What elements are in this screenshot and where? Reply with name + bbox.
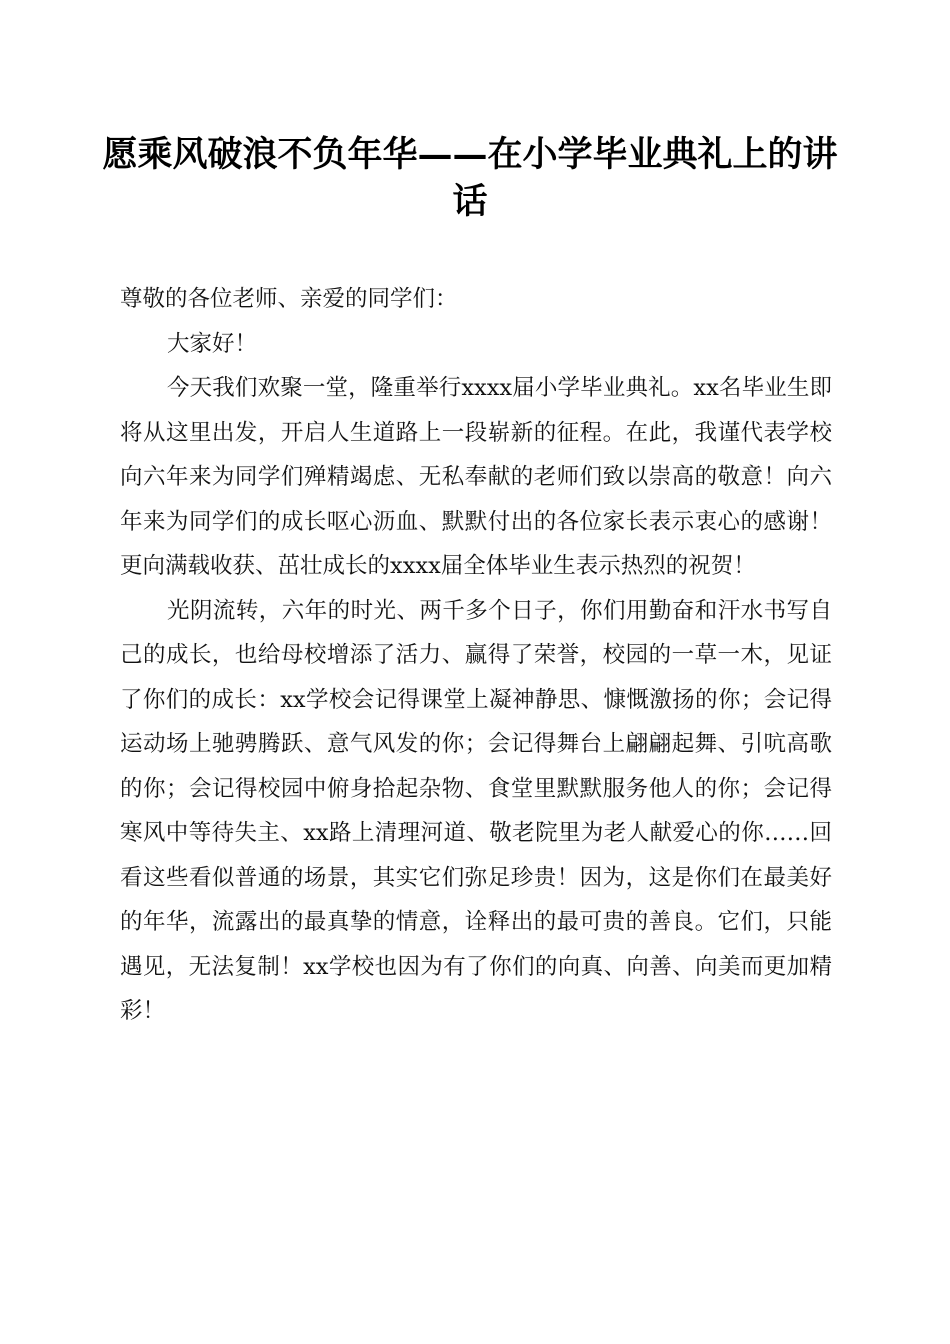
salutation: 尊敬的各位老师、亲爱的同学们：	[120, 286, 458, 312]
paragraph-2: 光阴流转，六年的时光、两千多个日子，你们用勤奋和汗水书写自己的成长，也给母校增添了活力、赢得了荣誉，校园的一草一木，见证了你们的成长：xx学校会记得课堂上凝神静思、慷慨激扬的你；会记得运动场上驰骋腾跃、意气风发的你；会记得舞台上翩翩起舞、引吭高歌的你；会记得校园中俯身拾起杂物、食堂里默默服务他人的你；会记得寒风中等待失主、xx路上清理河道、敬老院里为老人献爱心的你……回看这些看似普通的场景，其实它们弥足珍贵！因为，这是你们在最美好的年华，流露出的最真挚的情意，诠释出的最可贵的善良。它们，只能遇见，无法复制！xx学校也因为有了你们的向真、向善、向美而更加精彩！	[120, 597, 832, 1024]
paragraph-1: 今天我们欢聚一堂，隆重举行xxxx届小学毕业典礼。xx名毕业生即将从这里出发，开启人生道路上一段崭新的征程。在此，我谨代表学校向六年来为同学们殚精竭虑、无私奉献的老师们致以崇高的敬意！向六年来为同学们的成长呕心沥血、默默付出的各位家长表示衷心的感谢！更向满载收获、茁壮成长的xxxx届全体毕业生表示热烈的祝贺！	[120, 375, 832, 579]
document-title: 愿乘风破浪不负年华——在小学毕业典礼上的讲话	[102, 134, 838, 222]
document-body	[120, 277, 832, 1034]
greeting: 大家好！	[167, 330, 258, 357]
